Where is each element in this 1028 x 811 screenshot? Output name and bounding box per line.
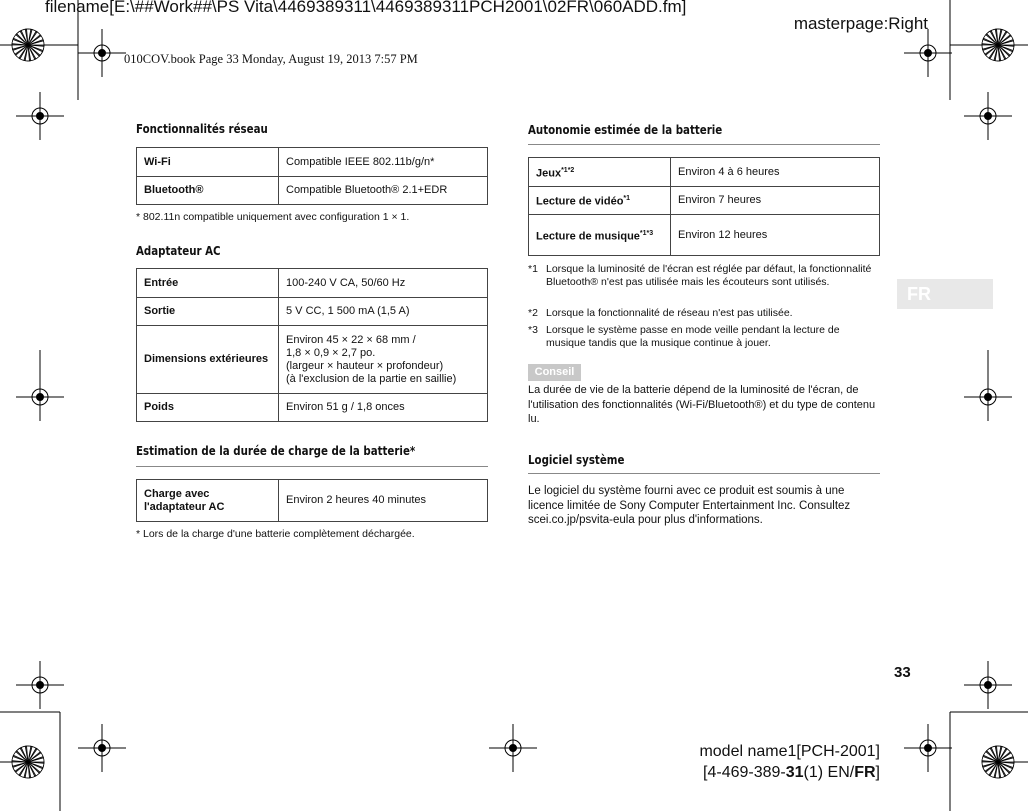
table-row [137,148,488,177]
table-value: Environ 12 heures [671,215,880,256]
section-rule [528,473,880,474]
registration-cross-icon [489,724,537,772]
language-tab: FR [897,279,993,309]
reseau-table [136,147,488,205]
table-key: Lecture de musique$^{*1*3}$ [529,215,671,256]
adaptateur-title: Adaptateur AC [136,243,221,258]
table-value: Environ 7 heures [671,187,880,215]
adaptateur-table [136,268,488,422]
table-row [137,326,488,394]
table-row [137,298,488,326]
autonomie-title: Autonomie estimée de la batterie [528,122,723,137]
table-key: Bluetooth® [137,177,279,205]
model-line: model name1[PCH-2001] [699,743,880,760]
charge-footnote: * Lors de la charge d'une batterie complètement déchargée. [136,528,415,540]
autonomie-table [528,157,880,256]
table-key: Wi-Fi [137,148,279,177]
charge-table [136,479,488,522]
registration-star-icon [982,746,1014,778]
table-key: Jeux$^{*1*2}$ [529,158,671,187]
autonomie-note-3: *3 Lorsque le système passe en mode veille pendant la lecture de musique tandis que la musique continue à jouer. [528,324,840,349]
registration-cross-icon [16,661,64,709]
table-value: Environ 51 g / 1,8 onces [279,394,488,422]
registration-star-icon [982,29,1014,61]
table-value: Environ 2 heures 40 minutes [279,480,488,522]
table-key: Dimensions extérieures [137,326,279,394]
table-key: Poids [137,394,279,422]
registration-cross-icon [964,373,1012,421]
table-key: Sortie [137,298,279,326]
registration-cross-icon [16,373,64,421]
autonomie-note-2: *2 Lorsque la fonctionnalité de réseau n'est pas utilisée. [528,307,793,319]
table-key: Charge avec l'adaptateur AC [137,480,279,522]
reseau-title: Fonctionnalités réseau [136,121,268,136]
registration-cross-icon [78,724,126,772]
registration-star-icon [12,746,44,778]
registration-cross-icon [964,92,1012,140]
table-row [137,269,488,298]
section-rule [528,144,880,145]
table-value: Environ 45 × 22 × 68 mm / 1,8 × 0,9 × 2,7 po. (largeur × hauteur × profondeur) (à l'exclusion de la partie en saillie) [279,326,488,394]
section-rule [136,466,488,467]
autonomie-note-1: *1 Lorsque la luminosité de l'écran est réglée par défaut, la fonctionnalité Bluetooth® n'est pas utilisée mais les écouteurs sont utilisés. [528,263,872,288]
model-footer [699,741,880,783]
table-row [137,177,488,205]
table-row [529,187,880,215]
table-row [137,480,488,522]
table-row [529,158,880,187]
logiciel-title: Logiciel système [528,452,625,467]
table-key: Entrée [137,269,279,298]
conseil-text: La durée de vie de la batterie dépend de la luminosité de l'écran, de l'utilisation des fonctionnalités (Wi-Fi/Bluetooth®) et du type de contenu lu. [528,384,876,425]
registration-cross-icon [904,724,952,772]
table-value: Environ 4 à 6 heures [671,158,880,187]
reseau-footnote: * 802.11n compatible uniquement avec configuration 1 × 1. [136,211,410,223]
table-value: 5 V CC, 1 500 mA (1,5 A) [279,298,488,326]
charge-title: Estimation de la durée de charge de la batterie* [136,443,416,458]
page-number: 33 [894,664,911,681]
masterpage-label: masterpage:Right [793,14,928,33]
model-code: [4-469-389-31(1) EN/FR] [703,764,880,781]
table-value: 100-240 V CA, 50/60 Hz [279,269,488,298]
registration-cross-icon [16,92,64,140]
conseil-badge: Conseil [528,364,581,381]
table-row [529,215,880,256]
registration-star-icon [12,29,44,61]
table-key: Lecture de vidéo$^{*1}$ [529,187,671,215]
registration-cross-icon [964,661,1012,709]
table-value: Compatible IEEE 802.11b/g/n* [279,148,488,177]
registration-cross-icon [78,29,126,77]
logiciel-text: Le logiciel du système fourni avec ce produit est soumis à une licence limitée de Sony Computer Entertainment Inc. Consultez scei.co.jp/psvita-eula pour plus d'informations. [528,485,851,526]
filename-header: filename[E:\##Work##\PS Vita\4469389311\4469389311PCH2001\02FR\060ADD.fm] [45,0,687,16]
table-value: Compatible Bluetooth® 2.1+EDR [279,177,488,205]
book-info-line: 010COV.book Page 33 Monday, August 19, 2013 7:57 PM [124,52,418,66]
registration-cross-icon [904,29,952,77]
table-row [137,394,488,422]
